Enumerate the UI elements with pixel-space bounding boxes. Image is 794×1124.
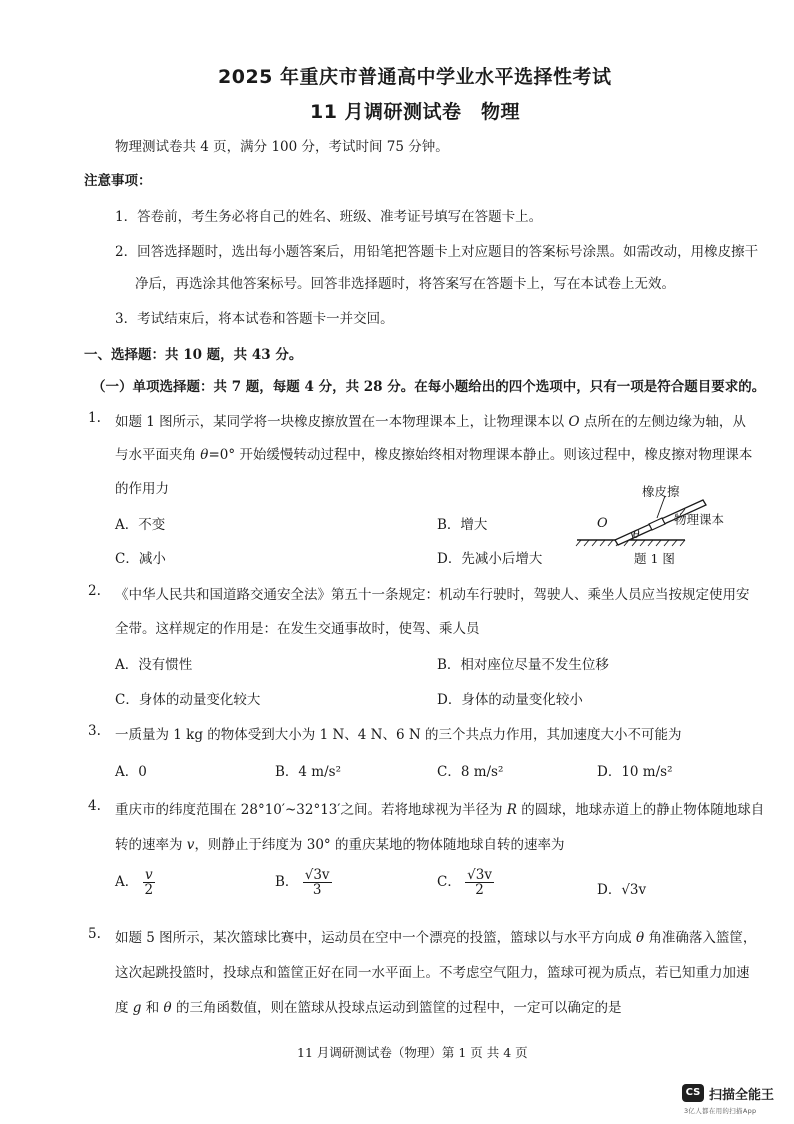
- exam-title: 2025 年重庆市普通高中学业水平选择性考试: [218, 66, 612, 88]
- question-number: 5.: [88, 926, 101, 942]
- question-text: 这次起跳投篮时，投球点和篮筐正好在同一水平面上。不考虑空气阻力，篮球可视为质点，若已知重力加速: [115, 965, 750, 981]
- option-d: D．先减小后增大: [437, 551, 543, 567]
- figure-caption: 题 1 图: [634, 551, 675, 566]
- note-item: 3．考试结束后，将本试卷和答题卡一并交回。: [115, 311, 394, 327]
- figure-label-eraser: 橡皮擦: [642, 484, 680, 499]
- option-d: D．身体的动量变化较小: [437, 692, 583, 708]
- option-b: B． $\frac{√3v}{3}$: [275, 867, 330, 899]
- question-text: 如题 1 图所示，某同学将一块橡皮擦放置在一本物理课本上，让物理课本以 O 点所在的左侧边缘为轴，从: [115, 414, 746, 430]
- question-number: 3.: [88, 723, 101, 739]
- question-number: 4.: [88, 798, 101, 814]
- option-a: A．没有惯性: [115, 657, 193, 673]
- notes-heading: 注意事项：: [84, 173, 152, 189]
- question-text: 如题 5 图所示，某次篮球比赛中，运动员在空中一个漂亮的投篮，篮球以与水平方向成 θ 角准确落入篮筐，: [115, 930, 757, 946]
- note-item: 1．答卷前，考生务必将自己的姓名、班级、准考证号填写在答题卡上。: [115, 209, 543, 225]
- question-text: 与水平面夹角 θ=0° 开始缓慢转动过程中，橡皮擦始终相对物理课本静止。则该过程中，橡皮擦对物理课本: [115, 447, 753, 463]
- figure-label-theta: θ: [633, 528, 640, 541]
- option-a: A． $\frac{v}{2}$: [115, 867, 154, 899]
- section-subheading: （一）单项选择题：共 7 题，每题 4 分，共 28 分。在每小题给出的四个选项中，只有一项是符合题目要求的。: [92, 379, 766, 395]
- option-b: B．相对座位尽量不发生位移: [437, 657, 609, 673]
- figure-label-book: 物理课本: [674, 512, 725, 527]
- question-number: 2.: [88, 583, 101, 599]
- question-text: 的作用力: [115, 481, 169, 497]
- option-a: A．0: [115, 764, 147, 780]
- option-c: C．身体的动量变化较大: [115, 692, 261, 708]
- scanner-logo-name: 扫描全能王: [709, 1088, 775, 1103]
- question-text: 重庆市的纬度范围在 28°10′~32°13′之间。若将地球视为半径为 R 的圆球，地球赤道上的静止物体随地球自: [115, 802, 765, 818]
- option-c: C．减小: [115, 551, 166, 567]
- option-b: B．增大: [437, 517, 488, 533]
- question-text: 一质量为 1 kg 的物体受到大小为 1 N、4 N、6 N 的三个共点力作用，其加速度大小不可能为: [115, 727, 682, 743]
- page-footer: 11 月调研测试卷（物理）第 1 页 共 4 页: [297, 1045, 528, 1060]
- exam-intro: 物理测试卷共 4 页，满分 100 分，考试时间 75 分钟。: [115, 139, 449, 155]
- option-d: D．10 m/s²: [597, 764, 673, 780]
- cs-logo-icon: CS: [682, 1084, 704, 1102]
- option-c: C．8 m/s²: [437, 764, 504, 780]
- question-text: 《中华人民共和国道路交通安全法》第五十一条规定：机动车行驶时，驾驶人、乘坐人员应当按规定使用安: [115, 587, 750, 603]
- option-d: D．√3v: [597, 882, 647, 898]
- note-item: 2．回答选择题时，选出每小题答案后，用铅笔把答题卡上对应题目的答案标号涂黑。如需改动，用橡皮擦干: [115, 244, 759, 260]
- question-text: 度 g 和 θ 的三角函数值，则在篮球从投球点运动到篮筐的过程中，一定可以确定的是: [115, 1000, 622, 1016]
- option-a: A．不变: [115, 517, 166, 533]
- note-item: 净后，再选涂其他答案标号。回答非选择题时，将答案写在答题卡上，写在本试卷上无效。: [135, 276, 675, 292]
- question-text: 转的速率为 v，则静止于纬度为 30° 的重庆某地的物体随地球自转的速率为: [115, 837, 565, 853]
- question-text: 全带。这样规定的作用是：在发生交通事故时，使驾、乘人员: [115, 621, 480, 637]
- figure-label-o: O: [597, 516, 608, 531]
- exam-subtitle: 11 月调研测试卷 物理: [310, 101, 521, 123]
- scanner-logo-tagline: 3亿人都在用的扫描App: [684, 1107, 757, 1115]
- question-number: 1.: [88, 410, 101, 426]
- scanner-logo: [682, 1082, 792, 1120]
- option-b: B．4 m/s²: [275, 764, 341, 780]
- section-heading: 一、选择题：共 10 题，共 43 分。: [84, 347, 303, 363]
- option-c: C． $\frac{√3v}{2}$: [437, 867, 492, 899]
